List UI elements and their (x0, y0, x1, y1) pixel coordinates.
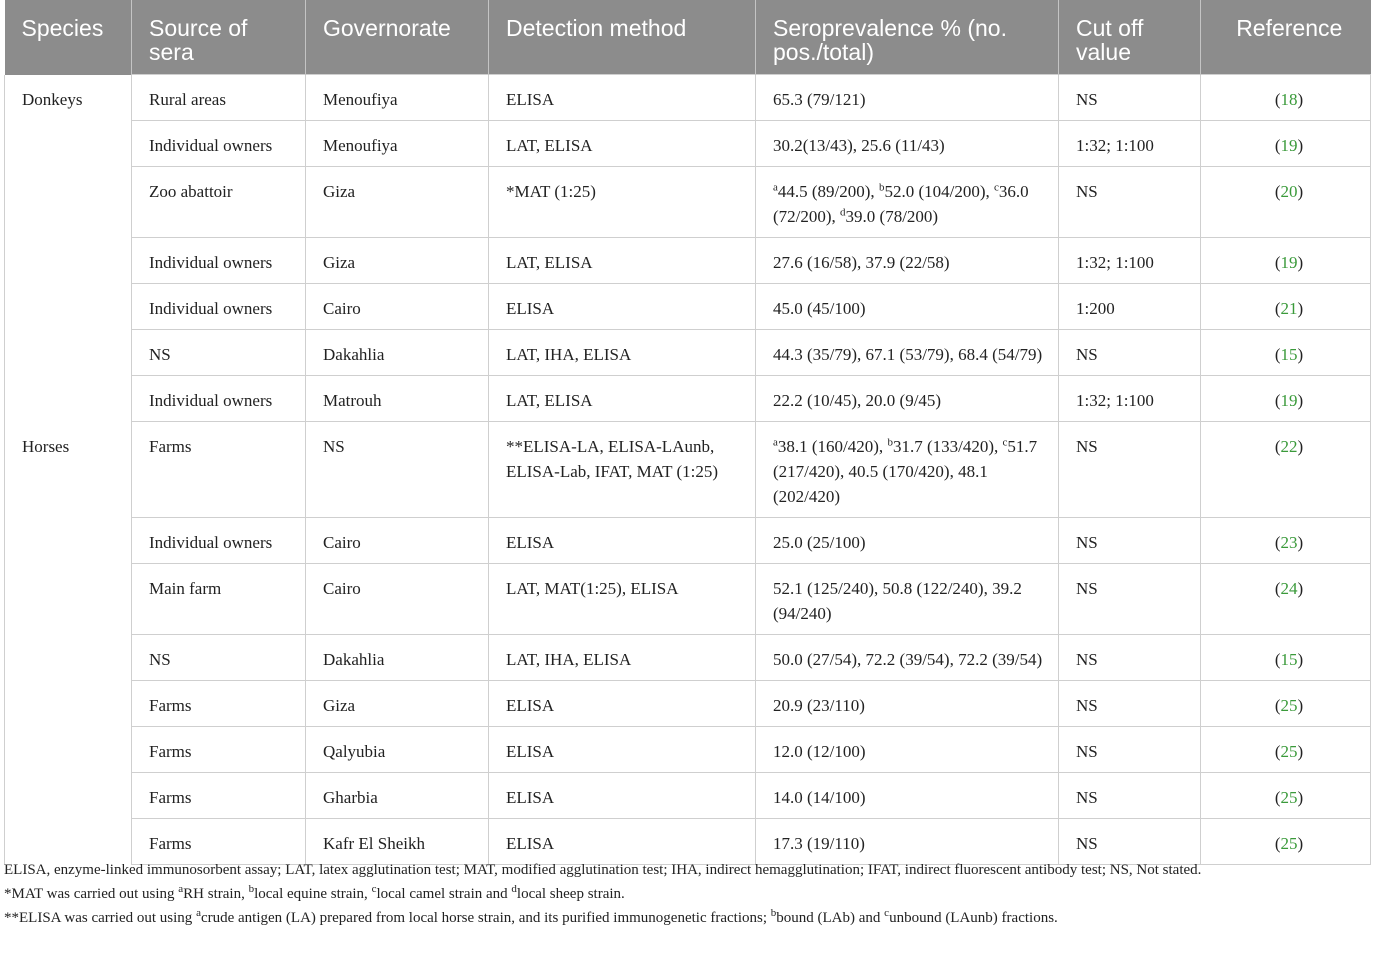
method-cell: ELISA (489, 681, 756, 727)
method-cell: ELISA (489, 284, 756, 330)
cutoff-cell: NS (1059, 635, 1201, 681)
cutoff-cell: NS (1059, 564, 1201, 635)
seroprevalence-cell: 20.9 (23/110) (756, 681, 1059, 727)
cutoff-cell: NS (1059, 518, 1201, 564)
footnote-abbreviations: ELISA, enzyme-linked immunosorbent assay; LAT, latex agglutination test; MAT, modified agglutination test; IHA, indirect hemagglutination; IFAT, indirect fluorescent antibody test; NS, Not stated. (4, 862, 1202, 878)
seroprevalence-cell: 50.0 (27/54), 72.2 (39/54), 72.2 (39/54) (756, 635, 1059, 681)
source-cell: Individual owners (132, 376, 306, 422)
reference-cell: (15) (1201, 635, 1371, 681)
source-cell: NS (132, 635, 306, 681)
reference-link[interactable]: 19 (1280, 391, 1298, 410)
species-cell: Horses (5, 422, 132, 865)
cutoff-cell: NS (1059, 819, 1201, 865)
reference-cell: (19) (1201, 238, 1371, 284)
table-row (5, 376, 1371, 422)
seroprevalence-cell: 25.0 (25/100) (756, 518, 1059, 564)
governorate-cell: Dakahlia (306, 330, 489, 376)
header-species: Species (5, 0, 132, 75)
reference-cell: (20) (1201, 167, 1371, 238)
method-cell: *MAT (1:25) (489, 167, 756, 238)
seroprevalence-cell: $^a$44.5 (89/200), $^b$52.0 (104/200), $^c$36.0 (72/200), $^d$39.0 (78/200) (756, 167, 1059, 238)
reference-link[interactable]: 23 (1280, 533, 1298, 552)
table-row (5, 564, 1371, 635)
reference-link[interactable]: 24 (1280, 579, 1298, 598)
source-cell: Farms (132, 422, 306, 518)
cutoff-cell: NS (1059, 727, 1201, 773)
source-cell: Rural areas (132, 75, 306, 121)
method-cell: LAT, ELISA (489, 376, 756, 422)
reference-link[interactable]: 25 (1280, 788, 1298, 807)
seroprevalence-cell: $^a$38.1 (160/420), $^b$31.7 (133/420), $^c$51.7 (217/420), 40.5 (170/420), 48.1 (202/420) (756, 422, 1059, 518)
method-cell: LAT, ELISA (489, 121, 756, 167)
governorate-cell: Dakahlia (306, 635, 489, 681)
cutoff-cell: NS (1059, 422, 1201, 518)
governorate-cell: Matrouh (306, 376, 489, 422)
reference-cell: (24) (1201, 564, 1371, 635)
seroprevalence-cell: 27.6 (16/58), 37.9 (22/58) (756, 238, 1059, 284)
governorate-cell: Gharbia (306, 773, 489, 819)
reference-link[interactable]: 25 (1280, 742, 1298, 761)
source-cell: Farms (132, 681, 306, 727)
table-row (5, 518, 1371, 564)
method-cell: LAT, MAT(1:25), ELISA (489, 564, 756, 635)
header-seroprevalence: Seroprevalence % (no. pos./total) (756, 0, 1059, 75)
reference-cell: (19) (1201, 121, 1371, 167)
source-cell: Farms (132, 773, 306, 819)
reference-cell: (22) (1201, 422, 1371, 518)
cutoff-cell: NS (1059, 773, 1201, 819)
governorate-cell: Giza (306, 681, 489, 727)
header-detection-method: Detection method (489, 0, 756, 75)
table-row (5, 121, 1371, 167)
method-cell: LAT, IHA, ELISA (489, 635, 756, 681)
reference-cell: (25) (1201, 727, 1371, 773)
cutoff-cell: NS (1059, 330, 1201, 376)
governorate-cell: Qalyubia (306, 727, 489, 773)
reference-link[interactable]: 25 (1280, 696, 1298, 715)
seroprevalence-table (4, 0, 1371, 865)
reference-link[interactable]: 22 (1280, 437, 1298, 456)
governorate-cell: Menoufiya (306, 121, 489, 167)
source-cell: Zoo abattoir (132, 167, 306, 238)
governorate-cell: Cairo (306, 564, 489, 635)
reference-cell: (25) (1201, 681, 1371, 727)
source-cell: Farms (132, 727, 306, 773)
cutoff-cell: 1:32; 1:100 (1059, 376, 1201, 422)
cutoff-cell: NS (1059, 167, 1201, 238)
table-row (5, 681, 1371, 727)
reference-cell: (19) (1201, 376, 1371, 422)
governorate-cell: Giza (306, 238, 489, 284)
seroprevalence-cell: 44.3 (35/79), 67.1 (53/79), 68.4 (54/79) (756, 330, 1059, 376)
header-cut-off-value: Cut off value (1059, 0, 1201, 75)
reference-cell: (25) (1201, 773, 1371, 819)
seroprevalence-cell: 30.2(13/43), 25.6 (11/43) (756, 121, 1059, 167)
header-governorate: Governorate (306, 0, 489, 75)
reference-link[interactable]: 21 (1280, 299, 1298, 318)
header-source-of-sera: Source of sera (132, 0, 306, 75)
reference-link[interactable]: 20 (1280, 182, 1298, 201)
method-cell: LAT, IHA, ELISA (489, 330, 756, 376)
footnote-elisa: **ELISA was carried out using $^a$crude antigen (LA) prepared from local horse strain, and its purified immunogenetic fractions; $^b$bound (LAb) and $^c$unbound (LAunb) fractions. (4, 907, 1058, 926)
header-reference: Reference (1201, 0, 1371, 75)
seroprevalence-cell: 12.0 (12/100) (756, 727, 1059, 773)
table-footnotes (4, 858, 1370, 930)
method-cell: ELISA (489, 75, 756, 121)
table-row (5, 330, 1371, 376)
method-cell: ELISA (489, 773, 756, 819)
table-row (5, 773, 1371, 819)
reference-cell: (25) (1201, 819, 1371, 865)
reference-cell: (18) (1201, 75, 1371, 121)
method-cell: ELISA (489, 819, 756, 865)
seroprevalence-cell: 45.0 (45/100) (756, 284, 1059, 330)
method-cell: **ELISA-LA, ELISA-LAunb, ELISA-Lab, IFAT, MAT (1:25) (489, 422, 756, 518)
cutoff-cell: 1:200 (1059, 284, 1201, 330)
source-cell: Individual owners (132, 284, 306, 330)
table-row (5, 75, 1371, 121)
governorate-cell: Cairo (306, 284, 489, 330)
reference-link[interactable]: 15 (1280, 650, 1298, 669)
reference-cell: (15) (1201, 330, 1371, 376)
table-row (5, 238, 1371, 284)
cutoff-cell: 1:32; 1:100 (1059, 121, 1201, 167)
method-cell: ELISA (489, 518, 756, 564)
source-cell: Individual owners (132, 238, 306, 284)
seroprevalence-cell: 52.1 (125/240), 50.8 (122/240), 39.2 (94/240) (756, 564, 1059, 635)
reference-link[interactable]: 25 (1280, 834, 1298, 853)
table-row (5, 727, 1371, 773)
source-cell: Farms (132, 819, 306, 865)
reference-link[interactable]: 19 (1280, 136, 1298, 155)
cutoff-cell: NS (1059, 75, 1201, 121)
species-cell: Donkeys (5, 75, 132, 422)
cutoff-cell: NS (1059, 681, 1201, 727)
reference-cell: (21) (1201, 284, 1371, 330)
source-cell: Main farm (132, 564, 306, 635)
table-header-row (5, 0, 1371, 75)
governorate-cell: Cairo (306, 518, 489, 564)
cutoff-cell: 1:32; 1:100 (1059, 238, 1201, 284)
method-cell: LAT, ELISA (489, 238, 756, 284)
source-cell: Individual owners (132, 121, 306, 167)
footnote-mat: *MAT was carried out using $^a$RH strain, $^b$local equine strain, $^c$local camel strain and $^d$local sheep strain. (4, 883, 625, 902)
seroprevalence-cell: 65.3 (79/121) (756, 75, 1059, 121)
table-row (5, 284, 1371, 330)
reference-link[interactable]: 18 (1280, 90, 1298, 109)
table-row (5, 422, 1371, 518)
reference-cell: (23) (1201, 518, 1371, 564)
reference-link[interactable]: 19 (1280, 253, 1298, 272)
governorate-cell: Menoufiya (306, 75, 489, 121)
source-cell: NS (132, 330, 306, 376)
method-cell: ELISA (489, 727, 756, 773)
governorate-cell: NS (306, 422, 489, 518)
table-row (5, 635, 1371, 681)
table-row (5, 167, 1371, 238)
seroprevalence-cell: 17.3 (19/110) (756, 819, 1059, 865)
seroprevalence-cell: 22.2 (10/45), 20.0 (9/45) (756, 376, 1059, 422)
reference-link[interactable]: 15 (1280, 345, 1298, 364)
governorate-cell: Giza (306, 167, 489, 238)
table-body (5, 75, 1371, 865)
governorate-cell: Kafr El Sheikh (306, 819, 489, 865)
seroprevalence-cell: 14.0 (14/100) (756, 773, 1059, 819)
source-cell: Individual owners (132, 518, 306, 564)
